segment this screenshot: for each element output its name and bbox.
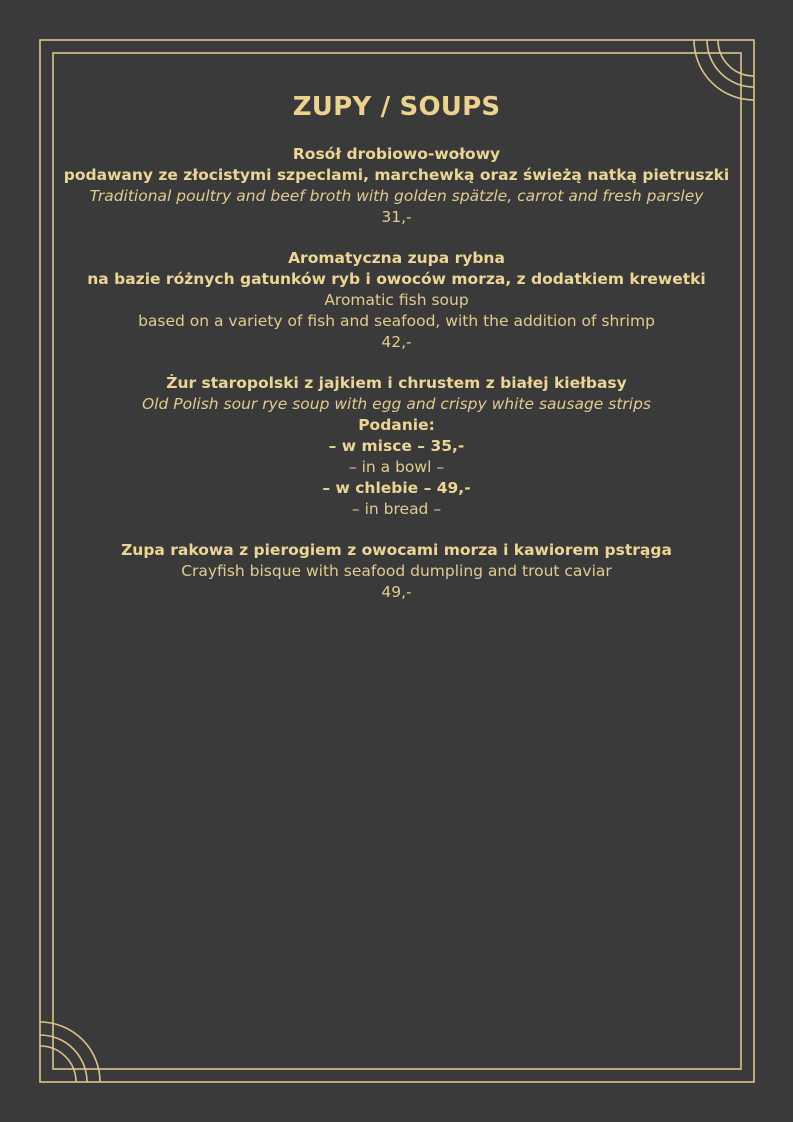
dish-name-pl: Zupa rakowa z pierogiem z owocami morza i kawiorem pstrąga (121, 541, 672, 559)
dish-description-pl: podawany ze złocistymi szpeclami, marchewką oraz świeżą natką pietruszki (63, 166, 730, 184)
dish-price: 49,- (381, 583, 412, 601)
serving-label: Podanie: (358, 416, 435, 434)
corner-arc-top-right (694, 40, 754, 100)
dish-price: 31,- (381, 208, 412, 226)
dish-crayfish-bisque (60, 540, 733, 603)
corner-arc-bottom-left (40, 1022, 100, 1082)
serving-option-bread-en: – in bread – (351, 500, 442, 518)
dish-fish-soup (60, 248, 733, 353)
dish-name-pl: Aromatyczna zupa rybna (288, 249, 505, 267)
dish-name-en: Aromatic fish soup (324, 291, 469, 309)
page-title: ZUPY / SOUPS (292, 92, 501, 122)
serving-option-bowl-en: – in a bowl – (348, 458, 445, 476)
dish-description-pl: na bazie różnych gatunków ryb i owoców morza, z dodatkiem krewetki (87, 270, 706, 288)
serving-option-bread-pl: – w chlebie – 49,- (322, 479, 471, 497)
dish-description-en: Old Polish sour rye soup with egg and crispy white sausage strips (141, 395, 651, 413)
dish-rosol (60, 144, 733, 228)
dish-description-en: based on a variety of fish and seafood, with the addition of shrimp (138, 312, 655, 330)
menu-content (60, 92, 733, 623)
serving-option-bowl-pl: – w misce – 35,- (328, 437, 465, 455)
dish-zur (60, 373, 733, 520)
dish-name-pl: Rosół drobiowo-wołowy (292, 145, 501, 163)
dish-name-pl: Żur staropolski z jajkiem i chrustem z białej kiełbasy (166, 374, 627, 392)
dish-description-en: Crayfish bisque with seafood dumpling and trout caviar (181, 562, 612, 580)
dish-price: 42,- (381, 333, 412, 351)
dish-description-en: Traditional poultry and beef broth with golden spätzle, carrot and fresh parsley (89, 187, 704, 205)
